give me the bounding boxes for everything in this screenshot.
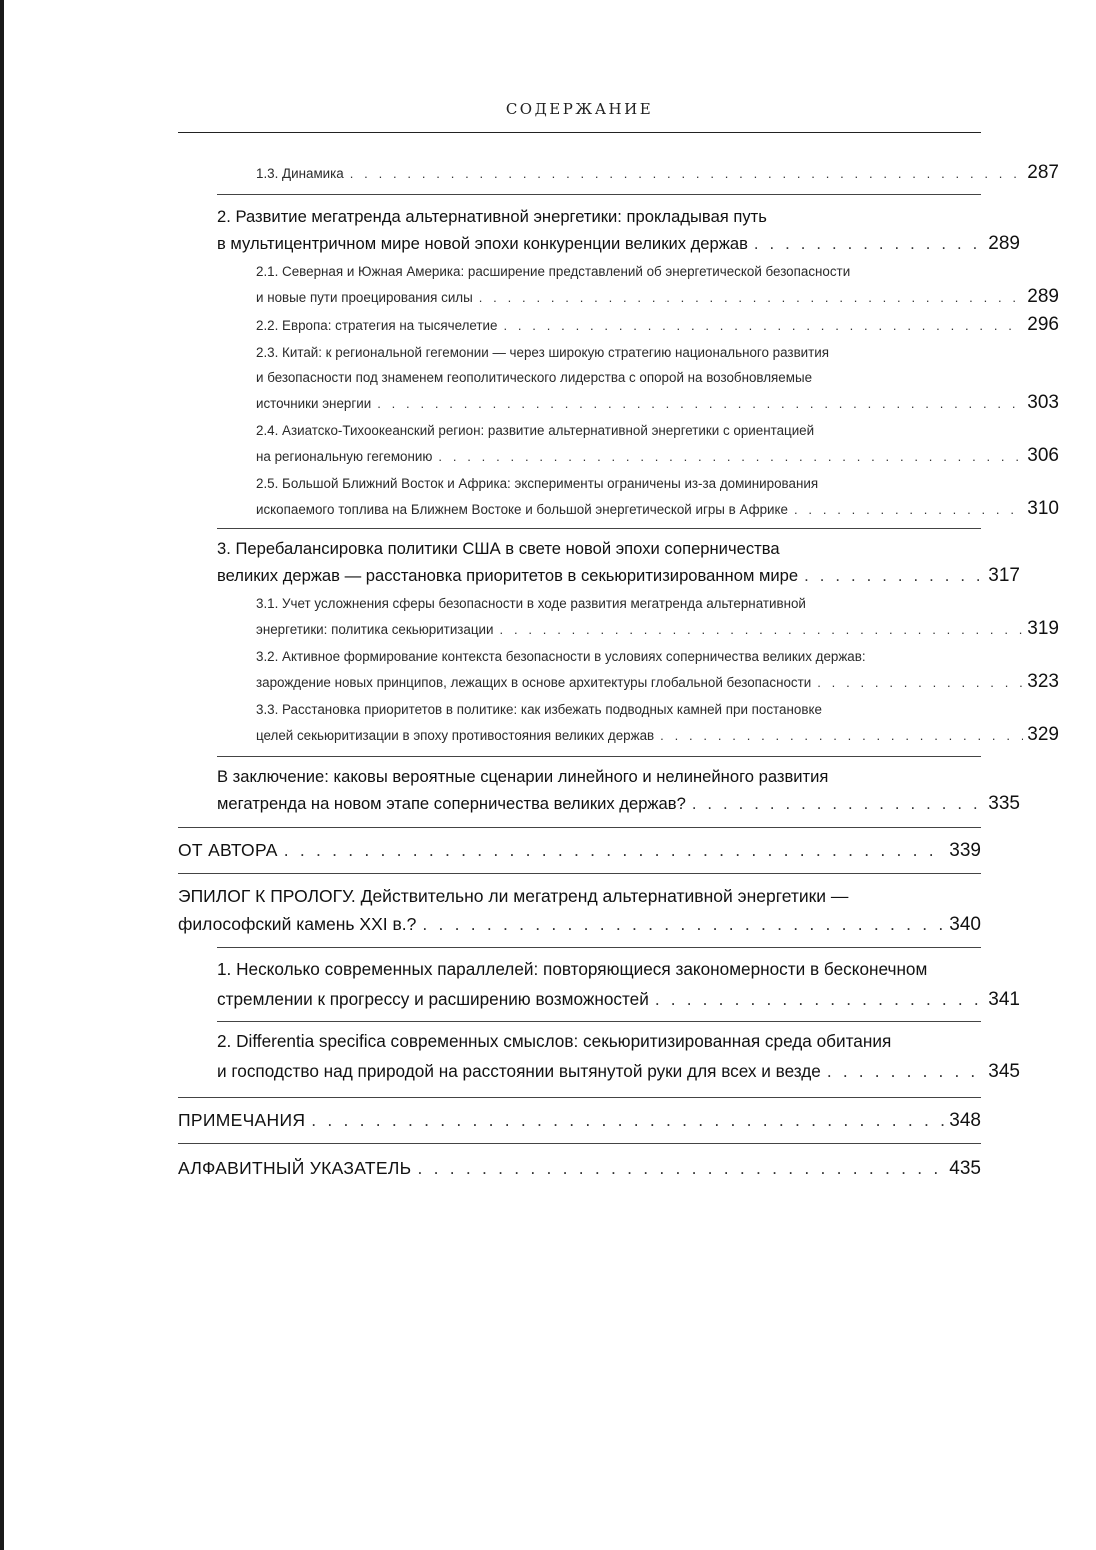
toc-entry-epilogue[interactable] bbox=[178, 882, 981, 939]
toc-entry-text: в мультицентричном мире новой эпохи конкуренции великих держав bbox=[217, 234, 748, 253]
section-divider bbox=[217, 1021, 981, 1022]
toc-entry-text: и новые пути проецирования силы bbox=[256, 290, 473, 305]
toc-entry-from-author[interactable] bbox=[178, 836, 981, 865]
toc-entry-1-3[interactable] bbox=[178, 160, 1059, 186]
dot-leader bbox=[804, 562, 984, 589]
dot-leader bbox=[350, 161, 1024, 186]
section-divider bbox=[217, 194, 981, 195]
toc-entry-text: 2. Развитие мегатренда альтернативной энергетики: прокладывая путь bbox=[217, 207, 767, 226]
toc-entry-text: стремлении к прогрессу и расширению возможностей bbox=[217, 989, 649, 1009]
toc-entry-text: 2.3. Китай: к региональной гегемонии — через широкую стратегию национального развития bbox=[256, 345, 830, 360]
toc-entry-text: ОТ АВТОРА bbox=[178, 840, 278, 860]
toc-entry-text: 2.5. Большой Ближний Восток и Африка: эксперименты ограничены из-за доминирования bbox=[256, 476, 819, 491]
toc-entry-2-5[interactable] bbox=[178, 471, 1059, 522]
page-number: 435 bbox=[949, 1158, 981, 1179]
section-divider bbox=[178, 1143, 981, 1144]
toc-entry-2[interactable] bbox=[178, 203, 1020, 257]
dot-leader bbox=[500, 617, 1024, 642]
toc-entry-text: ЭПИЛОГ К ПРОЛОГУ. Действительно ли мегатренд альтернативной энергетики — bbox=[178, 886, 849, 906]
dot-leader bbox=[284, 836, 946, 864]
section-divider bbox=[217, 756, 981, 757]
toc-entry-text: великих держав — расстановка приоритетов в секьюритизированном мире bbox=[217, 566, 799, 585]
dot-leader bbox=[827, 1056, 984, 1086]
dot-leader bbox=[655, 984, 984, 1014]
page-number: 335 bbox=[988, 793, 1020, 814]
page-number: 287 bbox=[1027, 162, 1059, 183]
toc-entry-2-1[interactable] bbox=[178, 259, 1059, 310]
toc-entry-3-1[interactable] bbox=[178, 591, 1059, 642]
toc-entry-2-4[interactable] bbox=[178, 418, 1059, 469]
toc-entry-text: философский камень XXI в.? bbox=[178, 914, 417, 934]
page-number: 339 bbox=[949, 840, 981, 861]
dot-leader bbox=[503, 313, 1023, 338]
toc-entry-notes[interactable] bbox=[178, 1106, 981, 1135]
section-divider bbox=[178, 873, 981, 874]
page-number: 296 bbox=[1027, 314, 1059, 335]
toc-entry-text: 1.3. Динамика bbox=[256, 166, 344, 181]
toc-entry-3[interactable] bbox=[178, 535, 1020, 589]
section-divider bbox=[217, 947, 981, 948]
dot-leader bbox=[692, 790, 984, 817]
toc-entry-text: и господство над природой на расстоянии вытянутой руки для всех и везде bbox=[217, 1061, 821, 1081]
dot-leader bbox=[422, 910, 945, 938]
toc-entry-text: энергетики: политика секьюритизации bbox=[256, 622, 494, 637]
toc-entry-index[interactable] bbox=[178, 1154, 981, 1183]
toc-entry-3-2[interactable] bbox=[178, 644, 1059, 695]
dot-leader bbox=[438, 444, 1023, 469]
toc-entry-epilogue-1[interactable] bbox=[178, 954, 1020, 1015]
page-number: 303 bbox=[1027, 392, 1059, 413]
header-rule bbox=[178, 132, 981, 133]
toc-entry-text: и безопасности под знаменем геополитического лидерства с опорой на возобновляемые bbox=[256, 370, 813, 385]
dot-leader bbox=[311, 1106, 945, 1134]
section-divider bbox=[178, 827, 981, 828]
page-number: 329 bbox=[1027, 724, 1059, 745]
toc-entry-text: 2.2. Европа: стратегия на тысячелетие bbox=[256, 318, 498, 333]
page-number: 289 bbox=[1027, 286, 1059, 307]
toc-entry-text: на региональную гегемонию bbox=[256, 449, 433, 464]
toc-entry-text: 3.3. Расстановка приоритетов в политике: как избежать подводных камней при постановке bbox=[256, 702, 822, 717]
dot-leader bbox=[660, 723, 1023, 748]
page-number: 310 bbox=[1027, 498, 1059, 519]
section-divider bbox=[217, 528, 981, 529]
toc-entry-text: источники энергии bbox=[256, 396, 372, 411]
page-number: 319 bbox=[1027, 618, 1059, 639]
dot-leader bbox=[794, 497, 1023, 522]
toc-entry-epilogue-2[interactable] bbox=[178, 1026, 1020, 1087]
toc-entry-text: 2.4. Азиатско-Тихоокеанский регион: развитие альтернативной энергетики с ориентацией bbox=[256, 423, 815, 438]
toc-entry-text: зарождение новых принципов, лежащих в основе архитектуры глобальной безопасности bbox=[256, 675, 812, 690]
toc-entry-text: целей секьюритизации в эпоху противостояния великих держав bbox=[256, 728, 655, 743]
toc-entry-text: 3.1. Учет усложнения сферы безопасности в ходе развития мегатренда альтернативной bbox=[256, 596, 806, 611]
toc-entry-text: В заключение: каковы вероятные сценарии линейного и нелинейного развития bbox=[217, 767, 829, 786]
section-divider bbox=[178, 1097, 981, 1098]
table-of-contents bbox=[178, 160, 1059, 1183]
scan-edge bbox=[0, 0, 4, 1550]
toc-entry-text: АЛФАВИТНЫЙ УКАЗАТЕЛЬ bbox=[178, 1158, 412, 1178]
dot-leader bbox=[377, 391, 1023, 416]
toc-entry-text: 3. Перебалансировка политики США в свете новой эпохи соперничества bbox=[217, 539, 780, 558]
toc-entry-text: ПРИМЕЧАНИЯ bbox=[178, 1110, 306, 1130]
running-head: СОДЕРЖАНИЕ bbox=[505, 100, 654, 118]
toc-entry-2-3[interactable] bbox=[178, 340, 1059, 416]
toc-entry-text: 1. Несколько современных параллелей: повторяющиеся закономерности в бесконечном bbox=[217, 959, 928, 979]
toc-entry-3-3[interactable] bbox=[178, 697, 1059, 748]
page-number: 345 bbox=[988, 1061, 1020, 1082]
page-number: 323 bbox=[1027, 671, 1059, 692]
dot-leader bbox=[817, 670, 1023, 695]
toc-entry-2-2[interactable] bbox=[178, 312, 1059, 338]
page-number: 340 bbox=[949, 914, 981, 935]
toc-entry-text: мегатренда на новом этапе соперничества великих держав? bbox=[217, 794, 686, 813]
page-number: 306 bbox=[1027, 445, 1059, 466]
page-number: 289 bbox=[988, 233, 1020, 254]
page-number: 317 bbox=[988, 565, 1020, 586]
dot-leader bbox=[754, 230, 984, 257]
toc-entry-text: 3.2. Активное формирование контекста безопасности в условиях соперничества великих держав: bbox=[256, 649, 866, 664]
toc-entry-text: 2.1. Северная и Южная Америка: расширение представлений об энергетической безопасности bbox=[256, 264, 851, 279]
dot-leader bbox=[417, 1154, 945, 1182]
page-number: 348 bbox=[949, 1110, 981, 1131]
toc-entry-text: ископаемого топлива на Ближнем Востоке и большой энергетической игры в Африке bbox=[256, 502, 788, 517]
toc-entry-conclusion[interactable] bbox=[178, 763, 1020, 817]
dot-leader bbox=[479, 285, 1024, 310]
toc-entry-text: 2. Differentia specifica современных смыслов: секьюритизированная среда обитания bbox=[217, 1031, 892, 1051]
page-number: 341 bbox=[988, 989, 1020, 1010]
